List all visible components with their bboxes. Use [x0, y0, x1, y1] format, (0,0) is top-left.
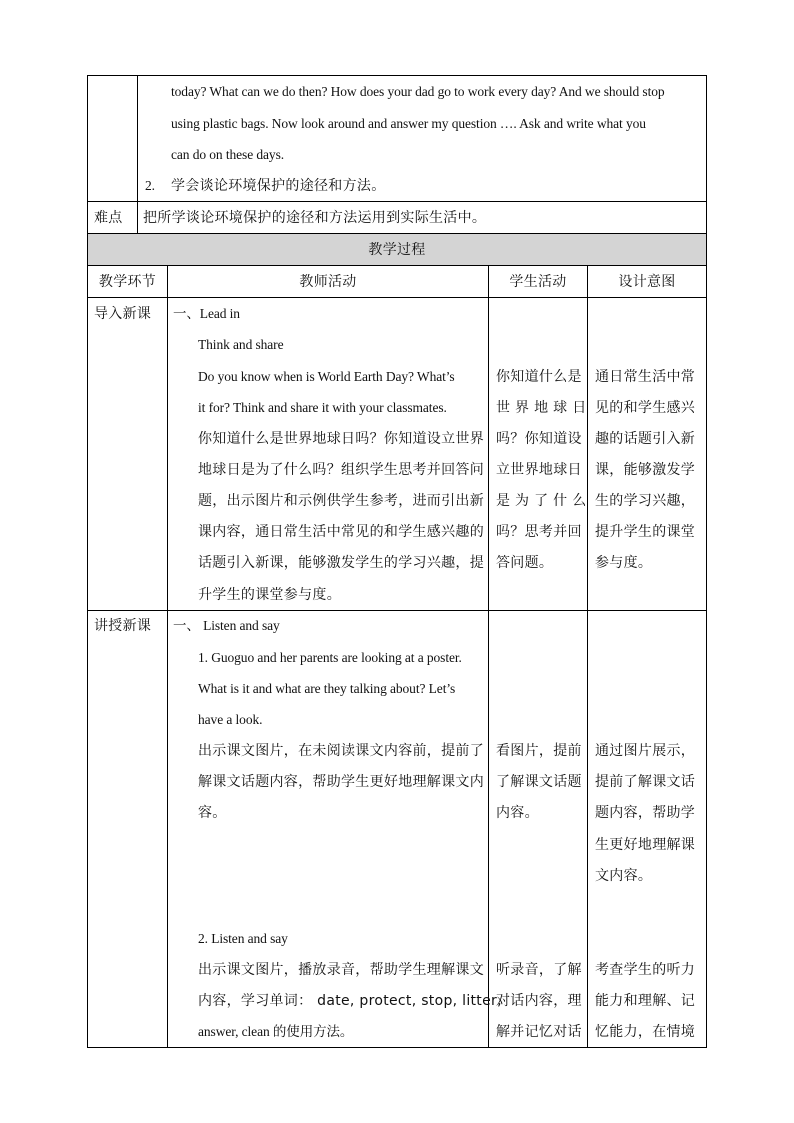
vline	[587, 265, 588, 1048]
teacher-line: Do you know when is World Earth Day? What’s	[198, 369, 455, 384]
process-title: 教学过程	[368, 242, 426, 258]
student-line: 对话内容，理	[496, 993, 582, 1009]
hline	[87, 297, 707, 298]
teacher-line: 内容，学习单词： date, protect, stop, litter,	[198, 993, 502, 1009]
student-line: 看图片，提前	[496, 743, 582, 759]
difficulty-label: 难点	[94, 210, 123, 226]
student-line: 内容。	[496, 805, 539, 821]
teacher-line: 地球日是为了什么吗？组织学生思考并回答问	[198, 462, 484, 478]
intent-line: 通过图片展示，	[595, 743, 696, 759]
teacher-line: 1. Guoguo and her parents are looking at a poster.	[198, 650, 462, 665]
objective-number: 2.	[145, 178, 155, 193]
intent-line: 考查学生的听力	[595, 962, 696, 978]
vline	[488, 265, 489, 1048]
intent-line: 提前了解课文话	[595, 774, 696, 790]
student-line: 吗？思考并回	[496, 524, 582, 540]
teacher-line: 升学生的课堂参与度。	[198, 587, 341, 603]
teacher-line: 话题引入新课，能够激发学生的学习兴趣，提	[198, 555, 484, 571]
teacher-line: 出示课文图片，在未阅读课文内容前，提前了	[198, 743, 484, 759]
vline	[706, 75, 707, 1048]
hline	[87, 75, 707, 76]
vline	[137, 75, 138, 234]
intent-line: 生更好地理解课	[595, 837, 696, 853]
student-line: 你知道什么是	[496, 369, 582, 385]
hline	[87, 201, 707, 202]
objective-line: today? What can we do then? How does your dad go to work every day? And we should stop	[171, 84, 665, 99]
header-teacher: 教师活动	[299, 274, 357, 290]
teacher-line: it for? Think and share it with your classmates.	[198, 400, 447, 415]
teacher-line: 出示课文图片，播放录音，帮助学生理解课文	[198, 962, 484, 978]
intent-line: 题内容，帮助学	[595, 805, 696, 821]
teacher-line: 一、 Listen and say	[173, 618, 280, 633]
vline	[87, 75, 88, 1048]
header-student: 学生活动	[509, 274, 567, 290]
student-line: 吗？你知道设	[496, 431, 582, 447]
intent-line: 能力和理解、记	[595, 993, 696, 1009]
intent-line: 见的和学生感兴	[595, 400, 696, 416]
student-line: 解并记忆对话	[496, 1024, 582, 1040]
teacher-line: 课内容，通日常生活中常见的和学生感兴趣的	[198, 524, 484, 540]
hline	[87, 233, 707, 234]
teacher-line: 你知道什么是世界地球日吗？你知道设立世界	[198, 431, 484, 447]
teacher-line: Think and share	[198, 337, 284, 352]
vline	[167, 265, 168, 1048]
student-line: 是 为 了 什 么	[496, 493, 587, 509]
teacher-line: answer, clean 的使用方法。	[198, 1024, 354, 1039]
student-line: 了解课文话题	[496, 774, 582, 790]
objective-text: 学会谈论环境保护的途径和方法。	[171, 178, 386, 194]
difficulty-text: 把所学谈论环境保护的途径和方法运用到实际生活中。	[143, 210, 487, 226]
teacher-line: 2. Listen and say	[198, 931, 288, 946]
intent-line: 课，能够激发学	[595, 462, 696, 478]
stage-label: 讲授新课	[94, 618, 152, 634]
intent-line: 参与度。	[595, 555, 653, 571]
hline	[87, 1047, 707, 1048]
teacher-line: 一、Lead in	[173, 306, 240, 321]
intent-line: 文内容。	[595, 868, 653, 884]
teacher-line: 题，出示图片和示例供学生参考，进而引出新	[198, 493, 484, 509]
stage-label: 导入新课	[94, 306, 152, 322]
teacher-line: have a look.	[198, 712, 263, 727]
student-line: 立世界地球日	[496, 462, 582, 478]
objective-line: can do on these days.	[171, 147, 284, 162]
student-line: 答问题。	[496, 555, 554, 571]
intent-line: 通日常生活中常	[595, 369, 696, 385]
hline	[87, 265, 707, 266]
student-line: 听录音，了解	[496, 962, 582, 978]
intent-line: 提升学生的课堂	[595, 524, 696, 540]
student-line: 世 界 地 球 日	[496, 400, 587, 416]
objective-line: using plastic bags. Now look around and answer my question …. Ask and write what you	[171, 116, 646, 131]
header-intent: 设计意图	[618, 274, 676, 290]
intent-line: 忆能力，在情境	[595, 1024, 696, 1040]
intent-line: 生的学习兴趣，	[595, 493, 696, 509]
teacher-line: 容。	[198, 805, 227, 821]
header-stage: 教学环节	[98, 274, 157, 290]
teacher-line: What is it and what are they talking about? Let’s	[198, 681, 456, 696]
hline	[87, 610, 707, 611]
intent-line: 趣的话题引入新	[595, 431, 696, 447]
teacher-line: 解课文话题内容，帮助学生更好地理解课文内	[198, 774, 484, 790]
